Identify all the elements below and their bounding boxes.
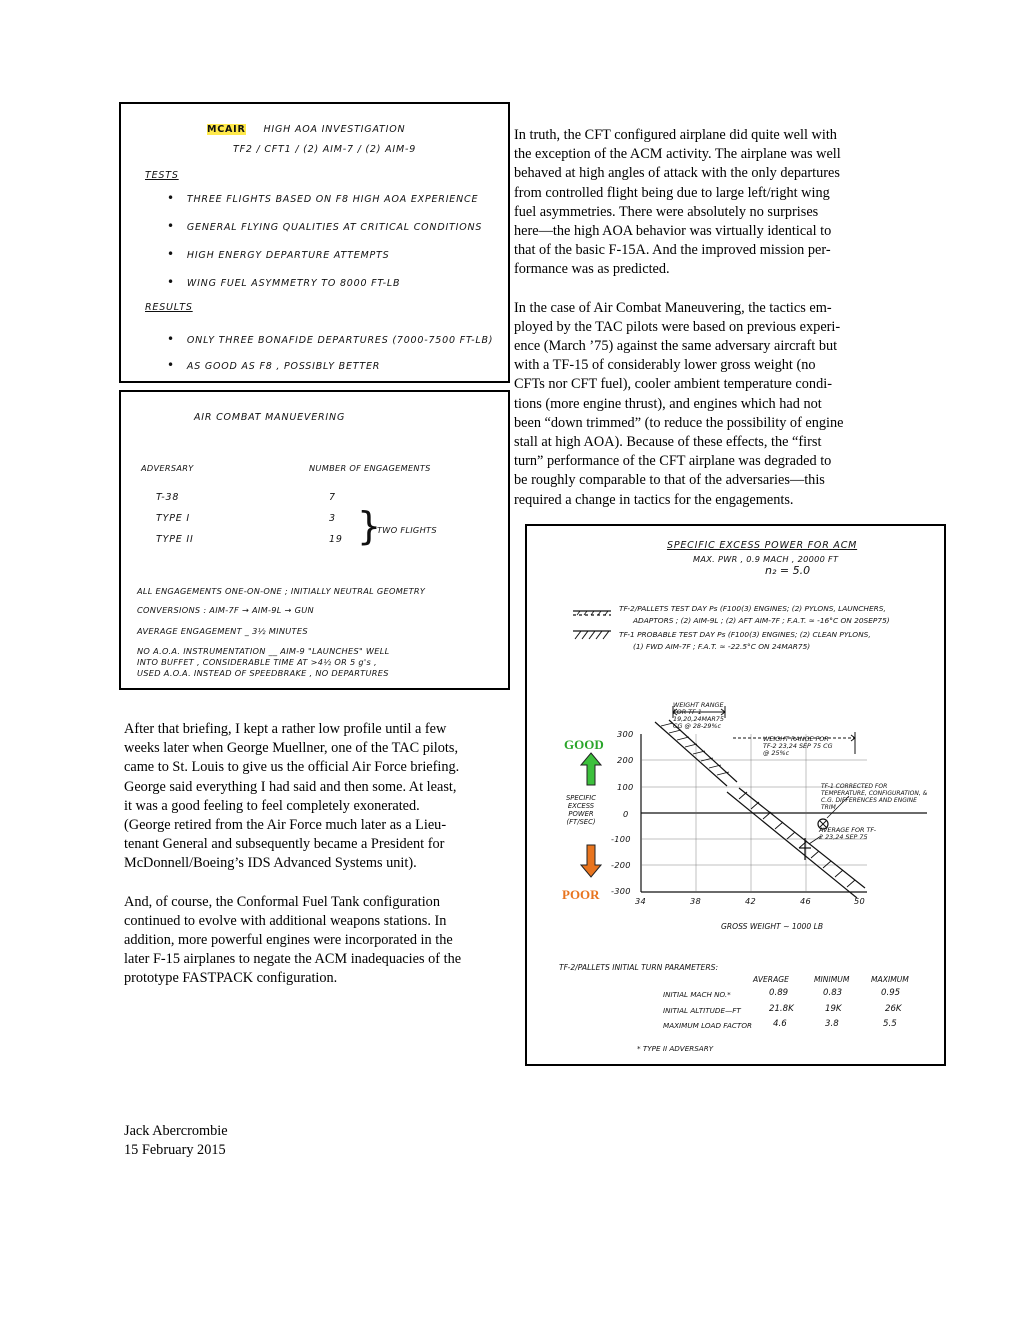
paragraph: And, of course, the Conformal Fuel Tank configuration continued to evolve with additional weapons stations. In addition, more powerful engines were incorporated in the later F-15 airplanes to negate the ACM inadequacies of the prototype FASTPACK configuration. xyxy=(124,893,462,987)
acm-note: CONVERSIONS : AIM-7F → AIM-9L → GUN xyxy=(137,605,314,615)
params-avg: 0.89 xyxy=(769,988,789,998)
result-item: • AS GOOD AS F8 , POSSIBLY BETTER xyxy=(167,358,380,372)
x-tick: 42 xyxy=(745,896,757,906)
annotation-corrected: TF-1 CORRECTED FOR TEMPERATURE, CONFIGURATION, & C.G. DIFFERENCES AND ENGINE TRIM. xyxy=(821,783,928,811)
params-min: 0.83 xyxy=(823,988,843,998)
results-heading: RESULTS xyxy=(145,302,193,313)
mcair-highlight: MCAIR xyxy=(207,124,246,135)
y-tick: 300 xyxy=(617,729,634,739)
test-item: • GENERAL FLYING QUALITIES AT CRITICAL CONDITIONS xyxy=(167,219,482,233)
acm-note: USED A.O.A. INSTEAD OF SPEEDBRAKE , NO DEPARTURES xyxy=(137,668,389,678)
params-max: 26K xyxy=(885,1004,902,1014)
engagement-count: 19 xyxy=(329,534,343,545)
test-item: • HIGH ENERGY DEPARTURE ATTEMPTS xyxy=(167,247,389,261)
signature-date: 15 February 2015 xyxy=(124,1142,226,1159)
y-axis-label: SPECIFIC EXCESS POWER (FT/SEC) xyxy=(565,794,597,826)
x-tick: 50 xyxy=(854,896,866,906)
paragraph: After that briefing, I kept a rather low profile until a few weeks later when George Muellner, one of the TAC pilots, came to St. Louis to give us the official Air Force briefing. George said everything I had said and then some. At least, it was a good feeling to feel completely exonerated. (George retired from the Air Force much later as a Lieu- tenant General and subsequently became a President for McDonnell/Boeing’s IDS Advanced Systems unit). xyxy=(124,721,460,872)
params-title: TF-2/PALLETS INITIAL TURN PARAMETERS: xyxy=(559,963,719,972)
params-min: 3.8 xyxy=(825,1019,839,1029)
slide-air-combat-maneuvering xyxy=(119,390,510,690)
slide1-title-text: HIGH AOA INVESTIGATION xyxy=(263,124,406,135)
chart-conditions: MAX. PWR , 0.9 MACH , 20000 FT xyxy=(693,554,839,564)
params-col-maximum: MAXIMUM xyxy=(871,975,909,984)
params-max: 0.95 xyxy=(881,988,901,998)
test-item: • WING FUEL ASYMMETRY TO 8000 FT-LB xyxy=(167,275,400,289)
slide-specific-excess-power xyxy=(525,524,946,1066)
right-text-column xyxy=(514,126,914,529)
acm-note: ALL ENGAGEMENTS ONE-ON-ONE ; INITIALLY NEUTRAL GEOMETRY xyxy=(137,586,426,596)
col-engagements: NUMBER OF ENGAGEMENTS xyxy=(309,463,431,473)
adversary-name: T-38 xyxy=(156,492,180,503)
y-tick: -200 xyxy=(611,860,631,870)
params-max: 5.5 xyxy=(883,1019,897,1029)
col-adversary: ADVERSARY xyxy=(141,463,194,473)
y-tick: -300 xyxy=(611,886,631,896)
slide1-subtitle: TF2 / CFT1 / (2) AIM-7 / (2) AIM-9 xyxy=(233,144,417,155)
x-tick: 34 xyxy=(635,896,647,906)
params-footnote: * TYPE II ADVERSARY xyxy=(637,1044,714,1053)
params-row-label: MAXIMUM LOAD FACTOR xyxy=(663,1021,752,1030)
acm-note: INTO BUFFET , CONSIDERABLE TIME AT >4½ OR 5 g's , xyxy=(137,657,377,667)
params-row-label: INITIAL MACH NO.* xyxy=(663,990,731,999)
result-item: • ONLY THREE BONAFIDE DEPARTURES (7000-7500 FT-LB) xyxy=(167,332,493,346)
engagement-count: 7 xyxy=(329,492,336,503)
x-axis-label: GROSS WEIGHT ~ 1000 LB xyxy=(721,922,824,931)
y-tick: 200 xyxy=(617,755,634,765)
legend-tf1-line2: (1) FWD AIM-7F ; F.A.T. ≈ -22.5°C ON 24MAR75) xyxy=(633,642,811,651)
chart-title: SPECIFIC EXCESS POWER FOR ACM xyxy=(667,540,858,551)
engagement-count: 3 xyxy=(329,513,336,524)
y-tick: 100 xyxy=(617,782,634,792)
legend-tf2-line2: ADAPTORS ; (2) AIM-9L ; (2) AFT AIM-7F ; F.A.T. ≈ -16°C ON 20SEP75) xyxy=(633,616,890,625)
poor-label: POOR xyxy=(562,887,600,902)
two-flights-note: TWO FLIGHTS xyxy=(377,525,437,535)
params-avg: 21.8K xyxy=(769,1004,794,1014)
signature-block xyxy=(124,1122,424,1160)
annotation-weight-tf1: WEIGHT RANGE FOR TF-1 19,20,24MAR75 CG @ 28-29%c xyxy=(673,701,724,730)
left-text-column xyxy=(124,720,524,1008)
acm-note: AVERAGE ENGAGEMENT _ 3½ MINUTES xyxy=(137,626,308,636)
good-label: GOOD xyxy=(564,737,604,752)
average-marker xyxy=(799,836,821,860)
params-avg: 4.6 xyxy=(773,1019,787,1029)
params-min: 19K xyxy=(825,1004,842,1014)
y-tick: -100 xyxy=(611,834,631,844)
brace-icon: } xyxy=(357,504,382,548)
test-item: • THREE FLIGHTS BASED ON F8 HIGH AOA EXPERIENCE xyxy=(167,191,478,205)
slide-high-aoa-investigation xyxy=(119,102,510,383)
params-col-average: AVERAGE xyxy=(753,975,789,984)
acm-note: NO A.O.A. INSTRUMENTATION __ AIM-9 "LAUNCHES" WELL xyxy=(137,646,390,656)
sep-plot xyxy=(527,526,944,946)
slide2-title: AIR COMBAT MANUEVERING xyxy=(194,412,346,423)
legend-tf1-line1: TF-1 PROBABLE TEST DAY Ps (F100(3) ENGINES; (2) CLEAN PYLONS, xyxy=(619,630,871,639)
paragraph: In the case of Air Combat Maneuvering, the tactics em- ployed by the TAC pilots were based on previous experi- ence (March ’75) against the same adversary aircraft but with a TF-15 of considerably lower gross weight (no CFTs nor CFT fuel), cooler ambient temperature condi- tions (more engine thrust), and engines which had not been “down trimmed” (to reduce the possibility of engine stall at high AOA). Because of these effects, the “first turn” performance of the CFT airplane was degraded to be roughly comparable to that of the adversaries—this required a change in tactics for the engagements. xyxy=(514,299,844,508)
slide1-title xyxy=(207,124,405,135)
legend-tf2-line1: TF-2/PALLETS TEST DAY Ps (F100(3) ENGINES; (2) PYLONS, LAUNCHERS, xyxy=(619,604,886,613)
x-tick: 38 xyxy=(690,896,702,906)
annotation-weight-tf2: WEIGHT RANGE FOR TF-2 23,24 SEP 75 CG @ 25%c xyxy=(763,735,833,757)
x-tick: 46 xyxy=(800,896,812,906)
annotation-average: AVERAGE FOR TF-2 23,24 SEP 75 xyxy=(819,826,877,841)
y-tick: 0 xyxy=(623,809,629,819)
chart-nz: n₂ = 5.0 xyxy=(765,564,811,577)
adversary-name: TYPE II xyxy=(156,534,194,545)
params-row-label: INITIAL ALTITUDE—FT xyxy=(663,1006,741,1015)
params-col-minimum: MINIMUM xyxy=(814,975,850,984)
paragraph: In truth, the CFT configured airplane did quite well with the exception of the ACM activity. The airplane was well behaved at high angles of attack with the only departures from controlled flight being due to large left/right wing fuel asymmetries. There were absolutely no surprises here—the high AOA behavior was virtually identical to that of the basic F-15A. And the improved mission per- formance was as predicted. xyxy=(514,127,841,278)
adversary-name: TYPE I xyxy=(156,513,190,524)
tests-heading: TESTS xyxy=(145,170,179,181)
author-name: Jack Abercrombie xyxy=(124,1123,228,1139)
